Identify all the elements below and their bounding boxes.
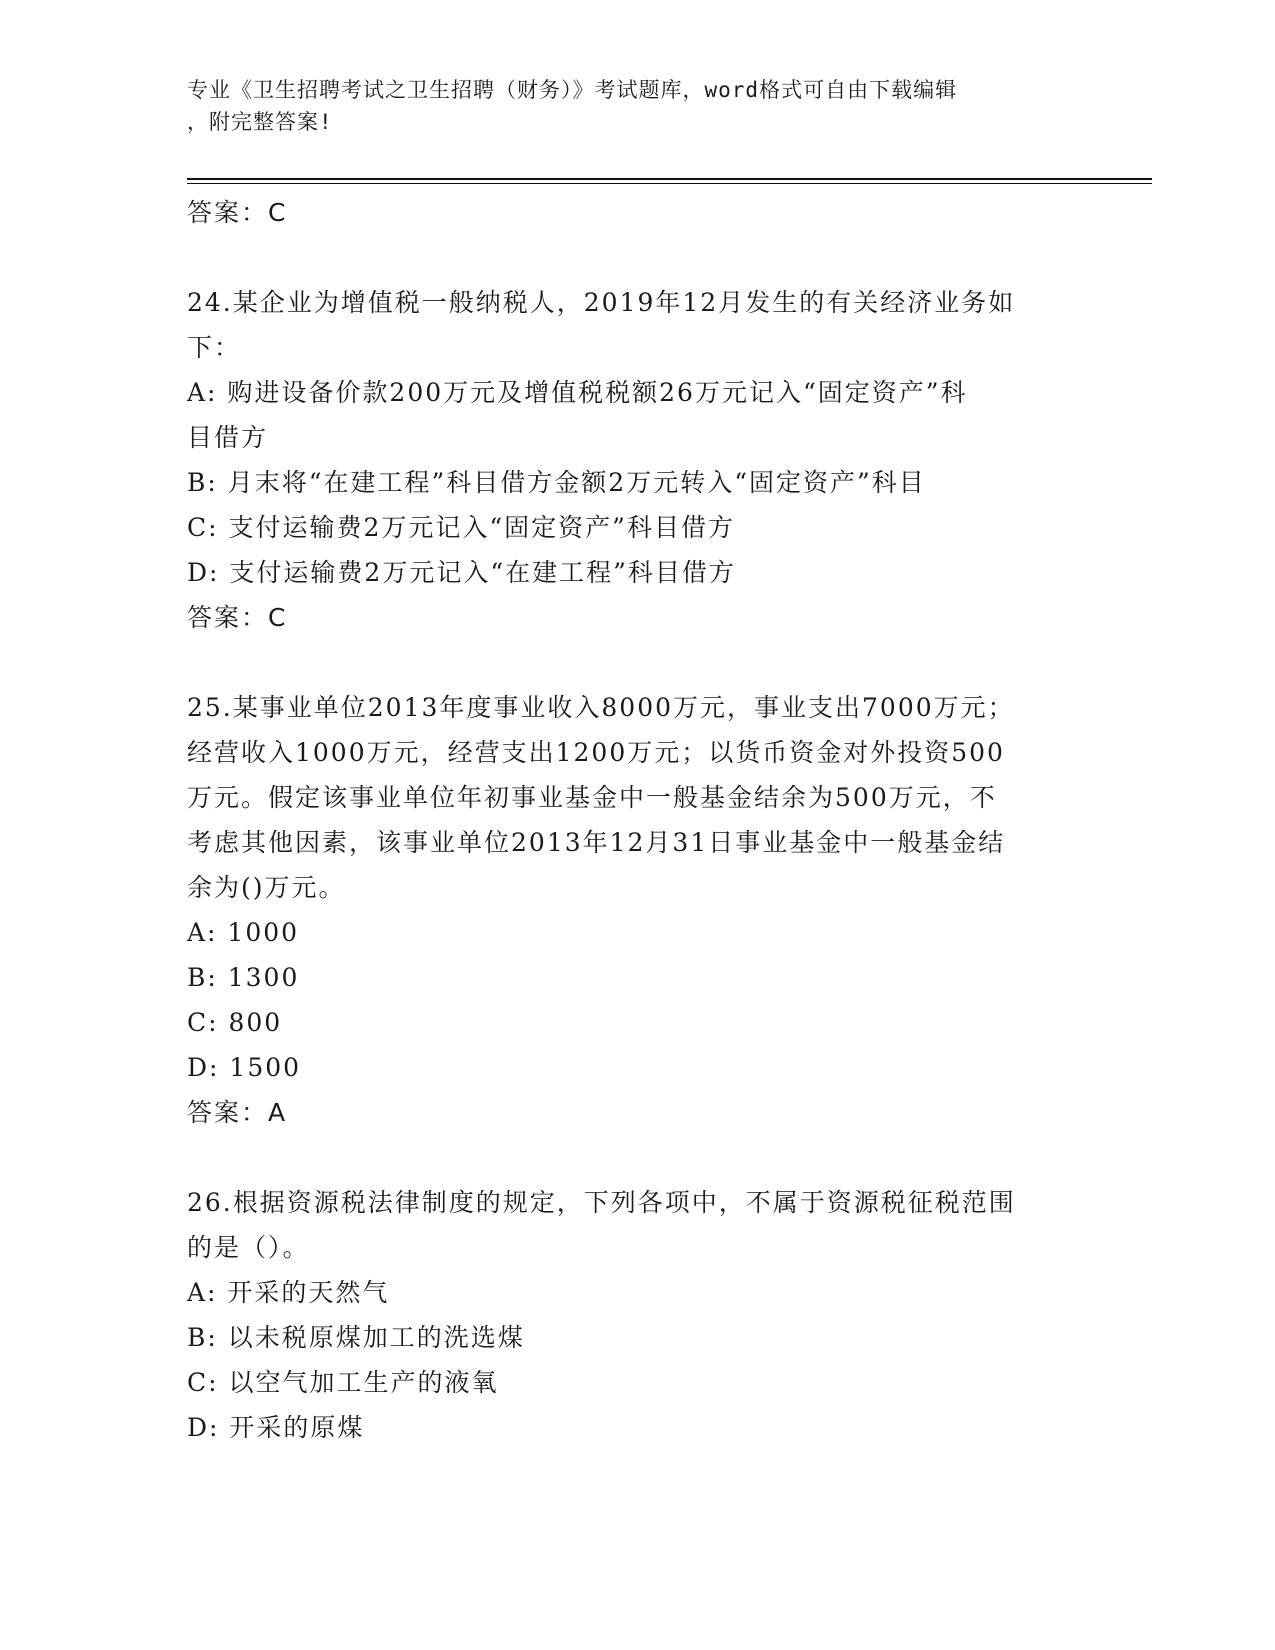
spacer (187, 640, 1087, 685)
question-26-option-c: C: 以空气加工生产的液氧 (187, 1368, 499, 1397)
question-25-option-b: B: 1300 (187, 963, 300, 992)
question-25-text-line-5: 余为()万元。 (187, 873, 346, 902)
question-25 (187, 685, 1087, 1135)
question-25-option-a: A: 1000 (187, 918, 300, 947)
spacer (187, 235, 1087, 280)
header-line-1: 专业《卫生招聘考试之卫生招聘（财务）》考试题库，word格式可自由下载编辑 (187, 78, 958, 102)
question-26-option-b: B: 以未税原煤加工的洗选煤 (187, 1323, 525, 1352)
question-24 (187, 280, 1087, 640)
question-26 (187, 1180, 1087, 1450)
question-26-text-line-1: 26.根据资源税法律制度的规定，下列各项中，不属于资源税征税范围 (187, 1188, 1016, 1217)
question-26-option-a: A: 开采的天然气 (187, 1278, 390, 1307)
question-25-text-line-3: 万元。假定该事业单位年初事业基金中一般基金结余为500万元，不 (187, 783, 997, 812)
question-24-option-b: B: 月末将“在建工程”科目借方金额2万元转入“固定资产”科目 (187, 468, 926, 497)
spacer (187, 1135, 1087, 1180)
document-header (187, 74, 1067, 138)
question-25-text-line-2: 经营收入1000万元，经营支出1200万元；以货币资金对外投资500 (187, 738, 1005, 767)
question-26-option-d: D: 开采的原煤 (187, 1413, 365, 1442)
question-25-answer: 答案：A (187, 1098, 288, 1127)
question-25-text-line-1: 25.某事业单位2013年度事业收入8000万元，事业支出7000万元； (187, 693, 1015, 722)
header-line-2: ，附完整答案! (187, 110, 333, 134)
question-24-option-a: A: 购进设备价款200万元及增值税税额26万元记入“固定资产”科 (187, 378, 968, 407)
question-25-text-line-4: 考虑其他因素，该事业单位2013年12月31日事业基金中一般基金结 (187, 828, 1006, 857)
question-24-answer: 答案：C (187, 603, 288, 632)
question-24-text-line-2: 下： (187, 333, 242, 362)
question-24-option-c: C: 支付运输费2万元记入“固定资产”科目借方 (187, 513, 735, 542)
header-divider-thin (187, 183, 1152, 184)
question-24-option-d: D: 支付运输费2万元记入“在建工程”科目借方 (187, 558, 736, 587)
question-26-text-line-2: 的是（）。 (187, 1233, 310, 1262)
header-divider-thick (187, 178, 1152, 180)
question-24-text-line-1: 24.某企业为增值税一般纳税人，2019年12月发生的有关经济业务如 (187, 288, 1016, 317)
previous-answer: 答案：C (187, 198, 288, 227)
question-24-option-a-cont: 目借方 (187, 423, 269, 452)
question-25-option-c: C: 800 (187, 1008, 283, 1037)
question-25-option-d: D: 1500 (187, 1053, 302, 1082)
question-list (187, 190, 1087, 1450)
